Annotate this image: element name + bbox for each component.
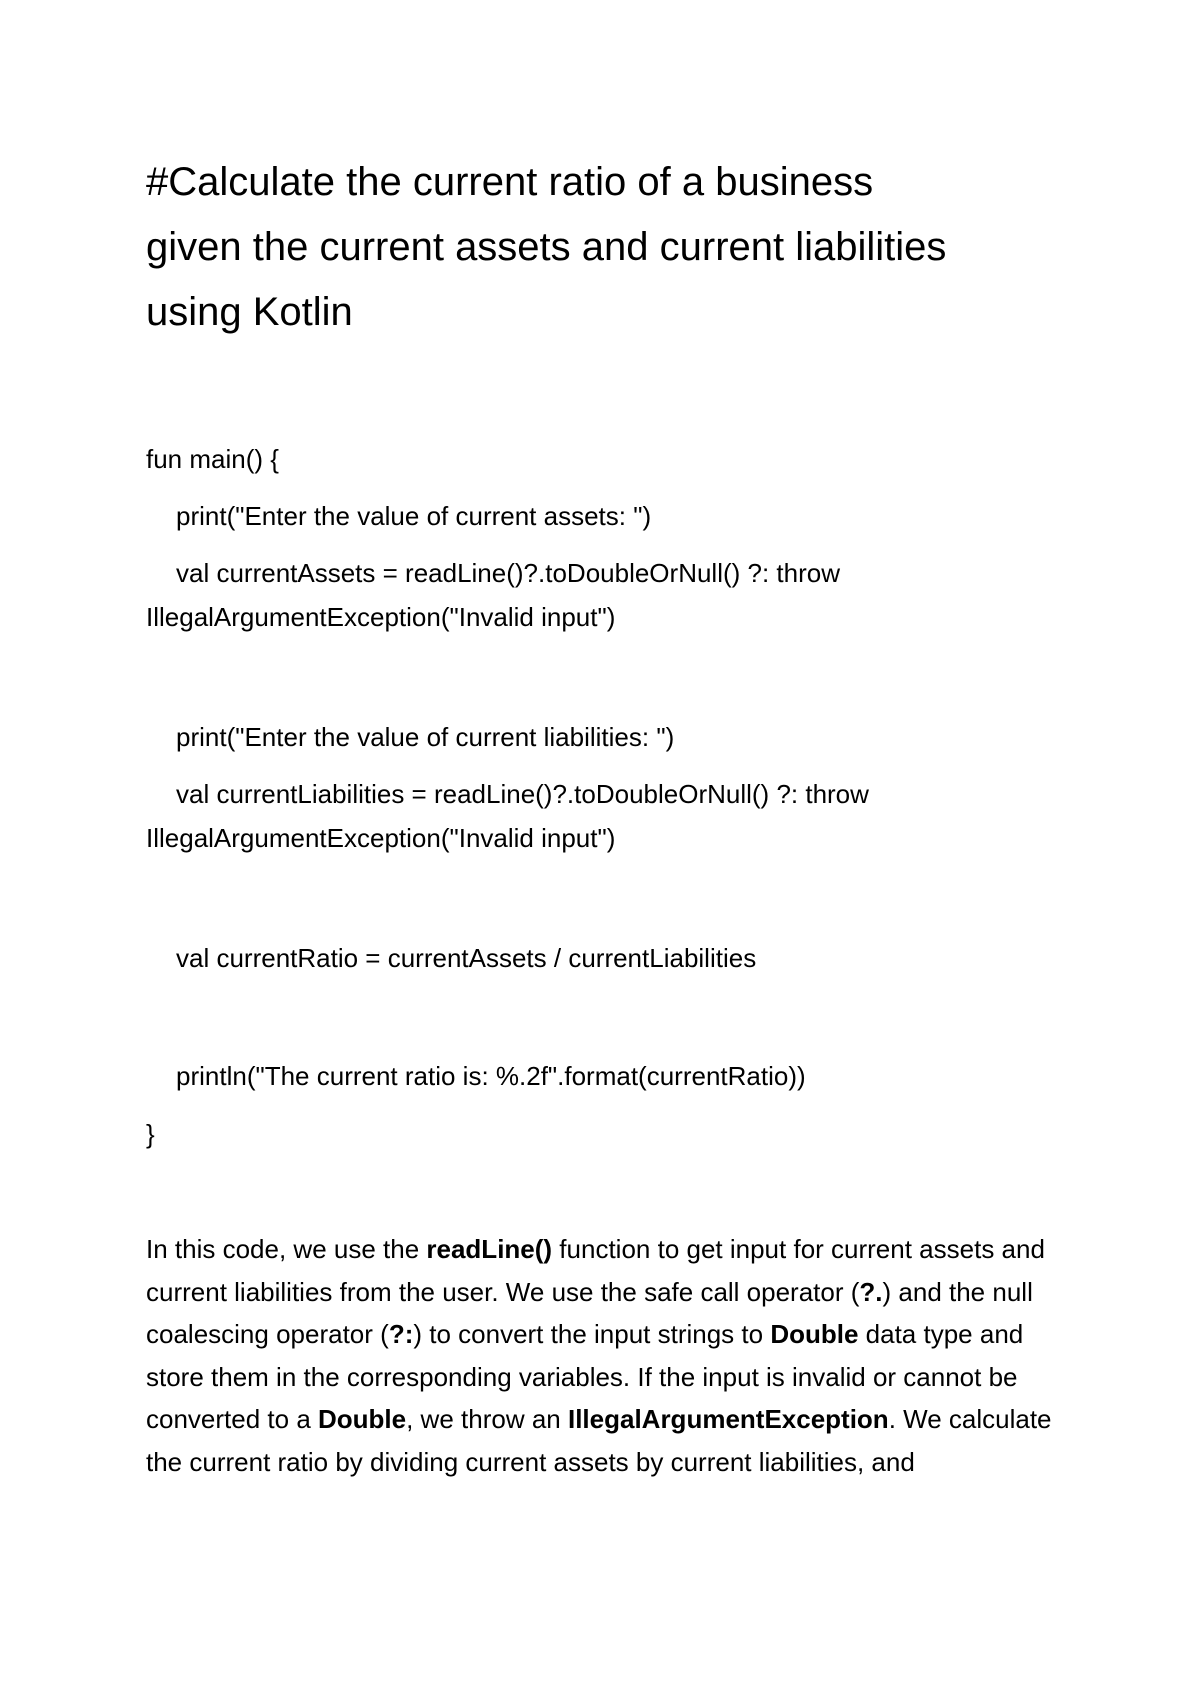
heading-line-2: given the current assets and current liabilities xyxy=(146,225,947,269)
explanation-text: . We calculate the current ratio by dividing current assets by current liabilities, and xyxy=(146,1404,1052,1477)
bold-double: Double xyxy=(770,1319,859,1349)
code-line-val-ratio: val currentRatio = currentAssets / currentLiabilities xyxy=(176,943,757,973)
explanation-text: data type and store them in the corresponding variables. If the input is invalid or cannot be converted to a xyxy=(146,1319,1024,1434)
heading-line-3: using Kotlin xyxy=(146,290,353,334)
code-line-println-ratio: println("The current ratio is: %.2f".format(currentRatio)) xyxy=(176,1061,806,1091)
heading-line-1: #Calculate the current ratio of a business xyxy=(146,160,874,204)
explanation-text: In this code, we use the xyxy=(146,1234,427,1264)
code-line-closing-brace: } xyxy=(146,1119,155,1149)
explanation-text: ) and the null coalescing operator ( xyxy=(146,1276,1033,1349)
code-line-val-liabilities: val currentLiabilities = readLine()?.toDoubleOrNull() ?: throw xyxy=(176,779,869,809)
bold-elvis: ?: xyxy=(388,1319,414,1349)
bold-illegal-argument-exception: IllegalArgumentException xyxy=(567,1404,889,1434)
explanation-text: function to get input for current assets and current liabilities from the user. We use the safe call operator ( xyxy=(146,1234,1045,1307)
explanation-text: ) to convert the input strings to xyxy=(413,1319,771,1349)
code-line-exception-liabilities: IllegalArgumentException("Invalid input") xyxy=(146,823,616,853)
explanation-paragraph xyxy=(146,1228,1076,1483)
code-line-fun-main: fun main() { xyxy=(146,444,279,474)
code-line-val-assets: val currentAssets = readLine()?.toDoubleOrNull() ?: throw xyxy=(176,558,841,588)
code-line-print-assets: print("Enter the value of current assets: ") xyxy=(176,501,652,531)
explanation-text: , we throw an xyxy=(406,1404,568,1434)
document-heading xyxy=(146,150,1086,345)
code-line-print-liabilities: print("Enter the value of current liabilities: ") xyxy=(176,722,675,752)
bold-readline: readLine() xyxy=(426,1234,553,1264)
bold-safe-call: ?. xyxy=(859,1276,883,1307)
bold-double: Double xyxy=(318,1404,407,1434)
code-line-exception-assets: IllegalArgumentException("Invalid input") xyxy=(146,602,616,632)
